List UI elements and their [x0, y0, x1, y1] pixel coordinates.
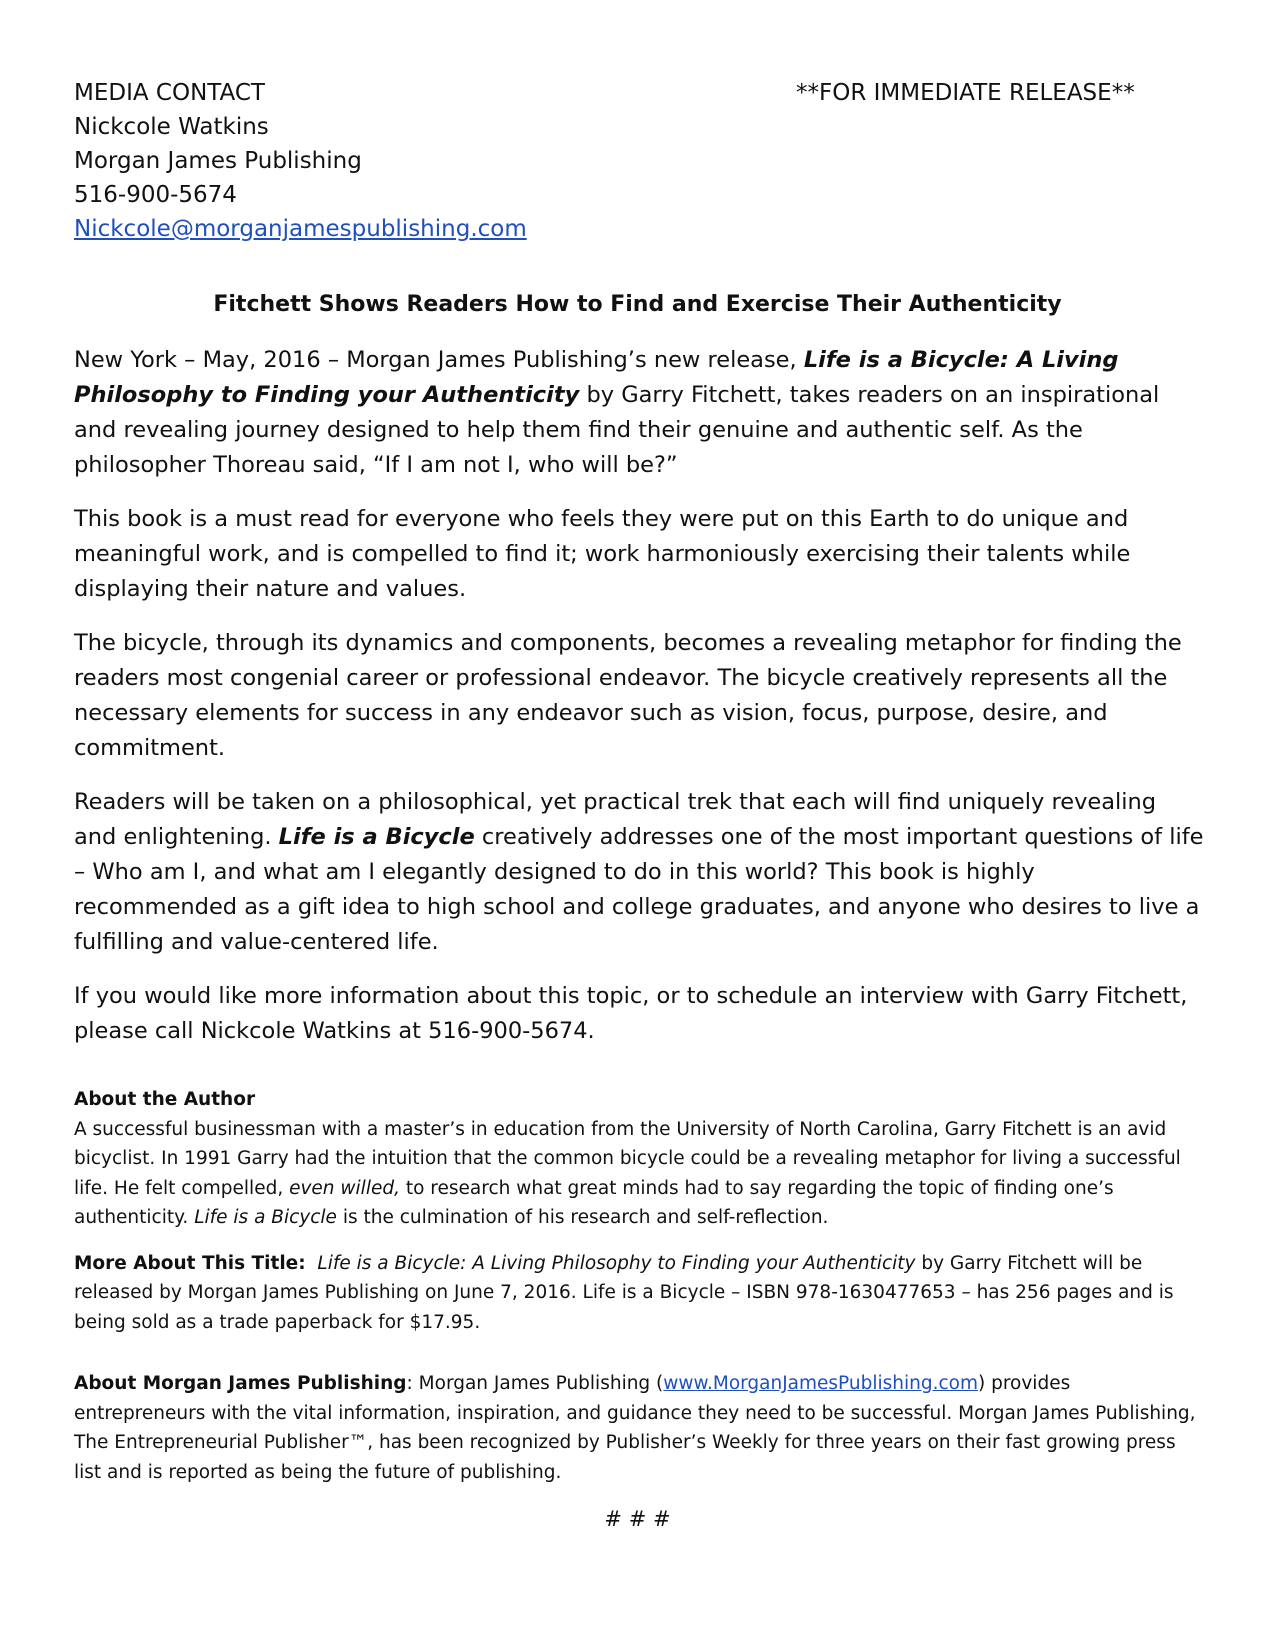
about-title-rest: by Garry Fitchett will be released by Morgan James Publishing on June 7, 2016. Life is a Bicycle – ISBN 978-1630477653 – has 256 pages and is being sold as a trade paperback for $17.95.	[74, 1252, 1174, 1333]
headline: Fitchett Shows Readers How to Find and Exercise Their Authenticity	[213, 292, 1062, 317]
trek-paragraph	[74, 785, 1204, 960]
about-publisher-label: About Morgan James Publishing	[74, 1373, 407, 1394]
contact-paragraph: If you would like more information about this topic, or to schedule an interview with Garry Fitchett, please call Nickcole Watkins at 516-900-5674.	[74, 983, 1188, 1044]
media-contact-heading: MEDIA CONTACT	[74, 80, 265, 106]
book-title-short: Life is a Bicycle	[278, 824, 475, 850]
end-mark: # # #	[604, 1507, 671, 1531]
about-author-emphasis: even willed,	[289, 1177, 400, 1199]
contact-email-link[interactable]: Nickcole@morganjamespublishing.com	[74, 216, 527, 242]
trek-rest: creatively addresses one of the most important questions of life – Who am I, and what am I elegantly designed to do in this world? This book is highly recommended as a gift idea to high school and college graduates, and anyone who desires to live a fulfilling and value-centered life.	[74, 824, 1204, 955]
about-author-text	[74, 1115, 1204, 1233]
intro-lead: New York – May, 2016 – Morgan James Publishing’s new release,	[74, 347, 804, 373]
trek-lead: Readers will be taken on a philosophical, yet practical trek that each will find uniquely revealing and enlightening.	[74, 789, 1157, 850]
release-label: **FOR IMMEDIATE RELEASE**	[796, 80, 1135, 106]
publisher-website-link[interactable]: www.MorganJamesPublishing.com	[663, 1373, 978, 1394]
about-author-book-title: Life is a Bicycle	[194, 1207, 337, 1228]
about-publisher-rest: ) provides entrepreneurs with the vital information, inspiration, and guidance they need to be successful. Morgan James Publishing, The Entrepreneurial Publisher™, has been recognized by Publisher’s Weekly for three years on their fast growing press list and is reported as being the future of publishing.	[74, 1373, 1196, 1483]
about-title-text	[74, 1249, 1204, 1338]
metaphor-paragraph: The bicycle, through its dynamics and components, becomes a revealing metaphor for finding the readers most congenial career or professional endeavor. The bicycle creatively represents all the necessary elements for success in any endeavor such as vision, focus, purpose, desire, and commitment.	[74, 630, 1182, 761]
about-author-part1: A successful businessman with a master’s in education from the University of North Carolina, Garry Fitchett is an avid bicyclist. In 1991 Garry had the intuition that the common bicycle could be a revealing metaphor for living a successful life. He felt compelled,	[74, 1118, 1181, 1199]
contact-name: Nickcole Watkins	[74, 114, 269, 140]
about-sections	[74, 1085, 1204, 1487]
about-author-part3: is the culmination of his research and self-reflection.	[336, 1207, 829, 1228]
intro-paragraph	[74, 343, 1204, 483]
intro-rest: by Garry Fitchett, takes readers on an inspirational and revealing journey designed to help them find their genuine and authentic self. As the philosopher Thoreau said, “If I am not I, who will be?”	[74, 382, 1160, 478]
must-read-paragraph: This book is a must read for everyone who feels they were put on this Earth to do unique and meaningful work, and is compelled to find it; work harmoniously exercising their talents while displaying their nature and values.	[74, 506, 1131, 602]
main-body	[74, 343, 1204, 1068]
contact-company: Morgan James Publishing	[74, 148, 362, 174]
about-title-book-title: Life is a Bicycle: A Living Philosophy to Finding your Authenticity	[317, 1252, 916, 1274]
about-author-part2: to research what great minds had to say regarding the topic of finding one’s authenticity.	[74, 1177, 1114, 1228]
about-title-label: More About This Title:	[74, 1252, 306, 1274]
book-title: Life is a Bicycle: A Living Philosophy to Finding your Authenticity	[74, 347, 1119, 408]
media-contact-block	[74, 76, 594, 246]
about-publisher-lead: : Morgan James Publishing (	[406, 1373, 664, 1394]
about-publisher-text	[74, 1369, 1204, 1487]
about-author-heading: About the Author	[74, 1089, 256, 1110]
contact-phone: 516-900-5674	[74, 182, 237, 208]
